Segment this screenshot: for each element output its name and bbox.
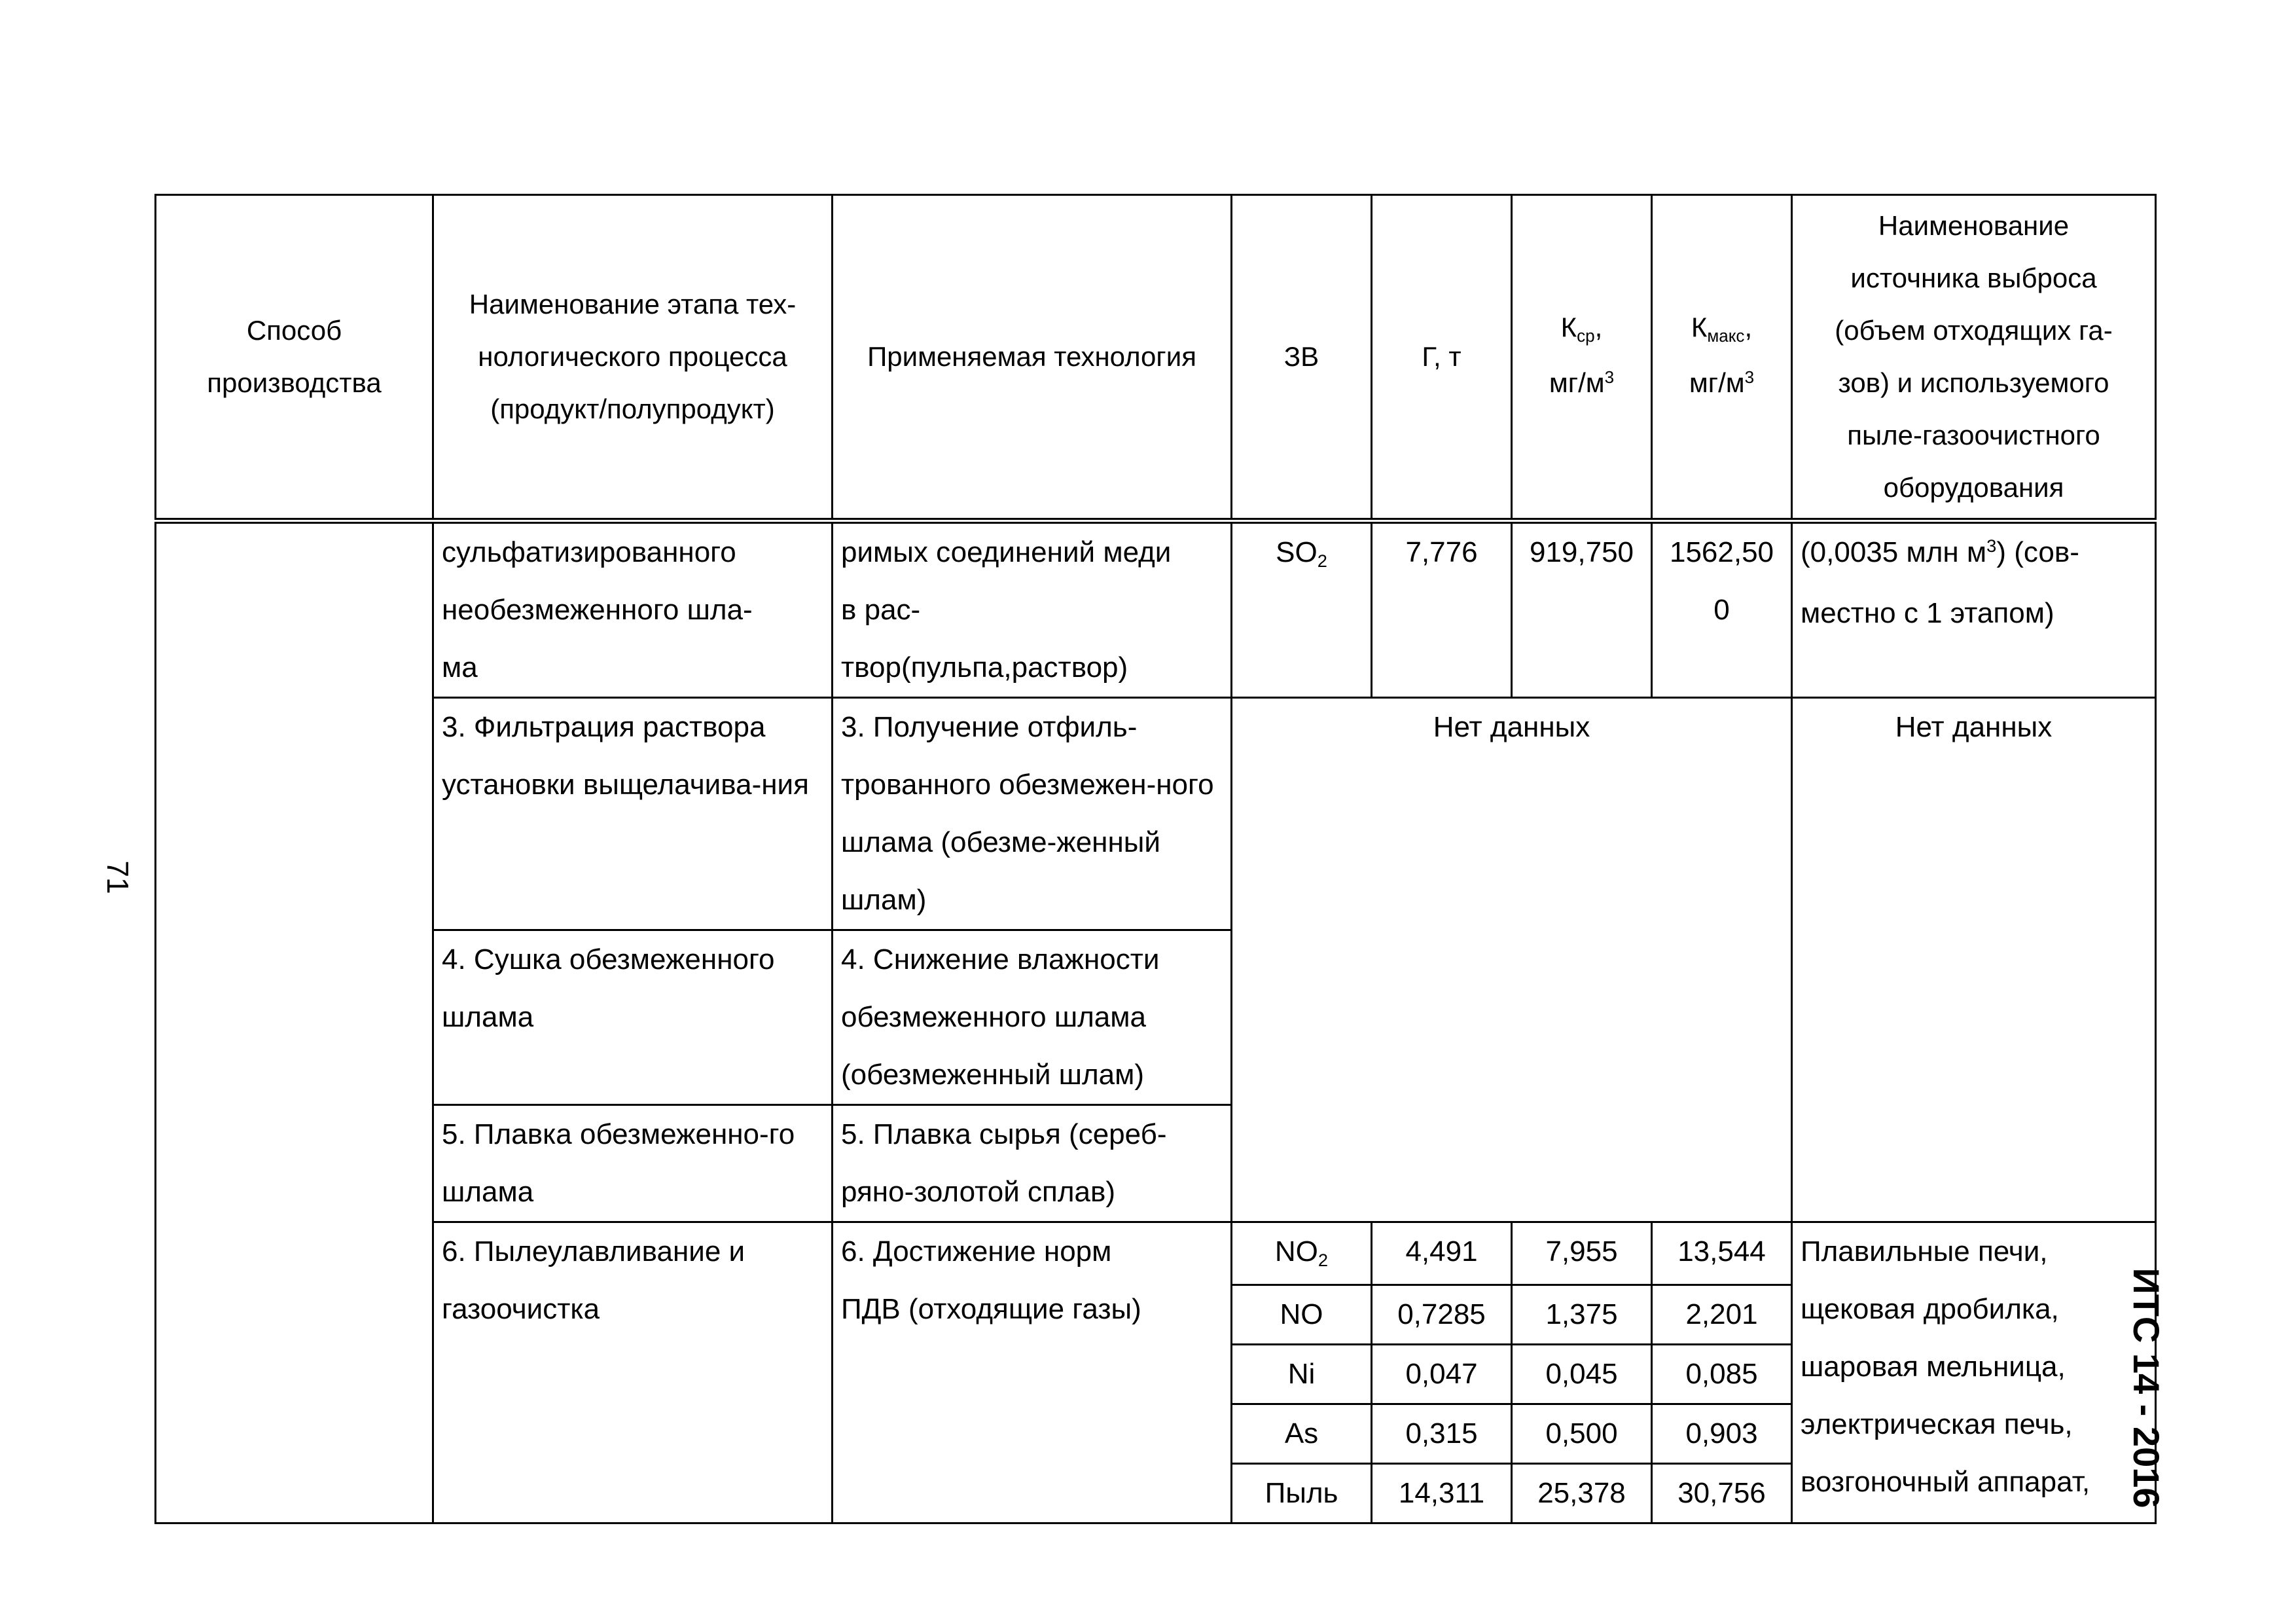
page-number: 71 <box>101 860 135 894</box>
mass-cell: 0,047 <box>1372 1345 1512 1404</box>
table-row <box>156 698 2156 930</box>
source-no-data-cell: Нет данных <box>1792 698 2156 1222</box>
stage-cell: 5. Плавка обезмеженно-го шлама <box>433 1105 833 1222</box>
mass-cell: 4,491 <box>1372 1222 1512 1285</box>
c-avg-cell: 0,045 <box>1512 1345 1652 1404</box>
header-pollutant: ЗВ <box>1232 195 1372 521</box>
header-source: Наименование источника выброса (объем отходящих га- зов) и используемого пыле-газоочистного оборудования <box>1792 195 2156 521</box>
pollutant-cell: As <box>1232 1404 1372 1464</box>
mass-cell: 0,7285 <box>1372 1285 1512 1345</box>
technology-cell: 5. Плавка сырья (сереб-ряно-золотой сплав) <box>833 1105 1232 1222</box>
c-max-cell: 13,544 <box>1652 1222 1792 1285</box>
header-mass: Г, т <box>1372 195 1512 521</box>
mass-cell: 7,776 <box>1372 521 1512 698</box>
pollutant-cell: SO2 <box>1232 521 1372 698</box>
technology-cell: 4. Снижение влажности обезмеженного шлама (обезмеженный шлам) <box>833 930 1232 1105</box>
pollutant-cell: NO2 <box>1232 1222 1372 1285</box>
mass-cell: 14,311 <box>1372 1464 1512 1523</box>
emissions-table <box>154 194 2157 1524</box>
c-avg-cell: 919,750 <box>1512 521 1652 698</box>
document-code: ИТС 14 - 2016 <box>2126 1267 2168 1508</box>
header-c-avg: Кср, $мг/м^3$ <box>1512 195 1652 521</box>
pollutant-cell: Пыль <box>1232 1464 1372 1523</box>
stage-cell: 3. Фильтрация раствора установки выщелачива-ния <box>433 698 833 930</box>
source-cell: (0,0035 млн $м^3$) (сов- местно с 1 этапом) <box>1792 521 2156 698</box>
header-c-max: Кмакс, $мг/м^3$ <box>1652 195 1792 521</box>
pollutant-cell: Ni <box>1232 1345 1372 1404</box>
header-technology: Применяемая технология <box>833 195 1232 521</box>
c-avg-cell: 1,375 <box>1512 1285 1652 1345</box>
stage-cell: сульфатизированного необезмеженного шла- ма <box>433 521 833 698</box>
c-max-cell: 0,903 <box>1652 1404 1792 1464</box>
c-avg-cell: 7,955 <box>1512 1222 1652 1285</box>
pollutant-cell: NO <box>1232 1285 1372 1345</box>
technology-cell: 6. Достижение норм ПДВ (отходящие газы) <box>833 1222 1232 1523</box>
c-avg-cell: 0,500 <box>1512 1404 1652 1464</box>
method-cell <box>156 521 433 1523</box>
c-max-cell: 30,756 <box>1652 1464 1792 1523</box>
c-max-cell: 1562,50 0 <box>1652 521 1792 698</box>
technology-cell: 3. Получение отфиль-трованного обезмежен-ного шлама (обезме-женный шлам) <box>833 698 1232 930</box>
table-header-row <box>156 195 2156 521</box>
table-row <box>156 1222 2156 1285</box>
stage-cell: 6. Пылеулавливание и газоочистка <box>433 1222 833 1523</box>
c-max-cell: 0,085 <box>1652 1345 1792 1404</box>
technology-cell: римых соединений меди в рас- твор(пульпа,раствор) <box>833 521 1232 698</box>
mass-cell: 0,315 <box>1372 1404 1512 1464</box>
table-row <box>156 521 2156 698</box>
header-method: Способ производства <box>156 195 433 521</box>
header-stage: Наименование этапа тех-нологического процесса (продукт/полупродукт) <box>433 195 833 521</box>
no-data-cell: Нет данных <box>1232 698 1792 1222</box>
c-avg-cell: 25,378 <box>1512 1464 1652 1523</box>
c-max-cell: 2,201 <box>1652 1285 1792 1345</box>
stage-cell: 4. Сушка обезмеженного шлама <box>433 930 833 1105</box>
source-cell: Плавильные печи, щековая дробилка, шаровая мельница, электрическая печь, возгоночный аппарат, <box>1792 1222 2156 1523</box>
